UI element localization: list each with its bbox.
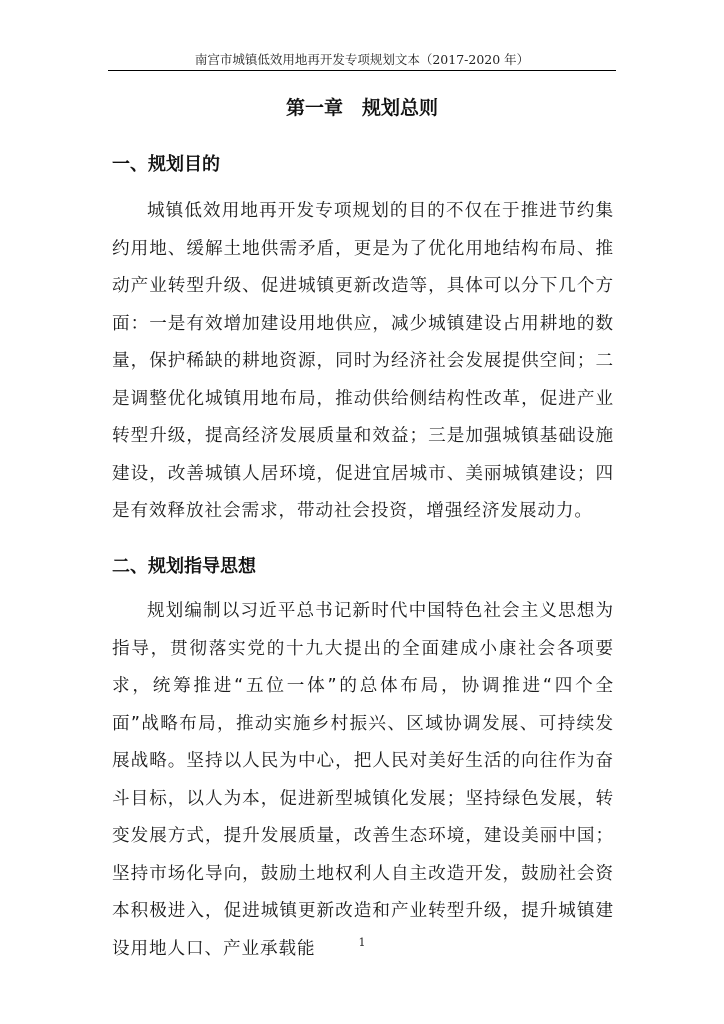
- header-rule: [108, 70, 616, 71]
- section-heading-purpose: 一、规划目的: [112, 154, 220, 175]
- chapter-title: 第一章 规划总则: [285, 97, 438, 119]
- paragraph-guiding-ideology: 规划编制以习近平总书记新时代中国特色社会主义思想为指导，贯彻落实党的十九大提出的全面建成小康社会各项要求，统筹推进“五位一体”的总体布局，协调推进“四个全面”战略布局，推动实施乡村振兴、区域协调发展、可持续发展战略。坚持以人民为中心，把人民对美好生活的向往作为奋斗目标，以人为本，促进新型城镇化发展；坚持绿色发展，转变发展方式，提升发展质量，改善生态环境，建设美丽中国；坚持市场化导向，鼓励土地权利人自主改造开发，鼓励社会资本积极进入，促进城镇更新改造和产业转型升级，提升城镇建设用地人口、产业承载能: [112, 601, 614, 959]
- running-header: 南宫市城镇低效用地再开发专项规划文本（2017-2020 年）: [194, 52, 530, 67]
- page-number: 1: [358, 936, 366, 949]
- section-heading-guiding-ideology: 二、规划指导思想: [112, 556, 256, 577]
- paragraph-purpose: 城镇低效用地再开发专项规划的目的不仅在于推进节约集约用地、缓解土地供需矛盾，更是为了优化用地结构布局、推动产业转型升级、促进城镇更新改造等，具体可以分下几个方面：一是有效增加建设用地供应，减少城镇建设占用耕地的数量，保护稀缺的耕地资源，同时为经济社会发展提供空间；二是调整优化城镇用地布局，推动供给侧结构性改革，促进产业转型升级，提高经济发展质量和效益；三是加强城镇基础设施建设，改善城镇人居环境，促进宜居城市、美丽城镇建设；四是有效释放社会需求，带动社会投资，增强经济发展动力。: [112, 201, 614, 521]
